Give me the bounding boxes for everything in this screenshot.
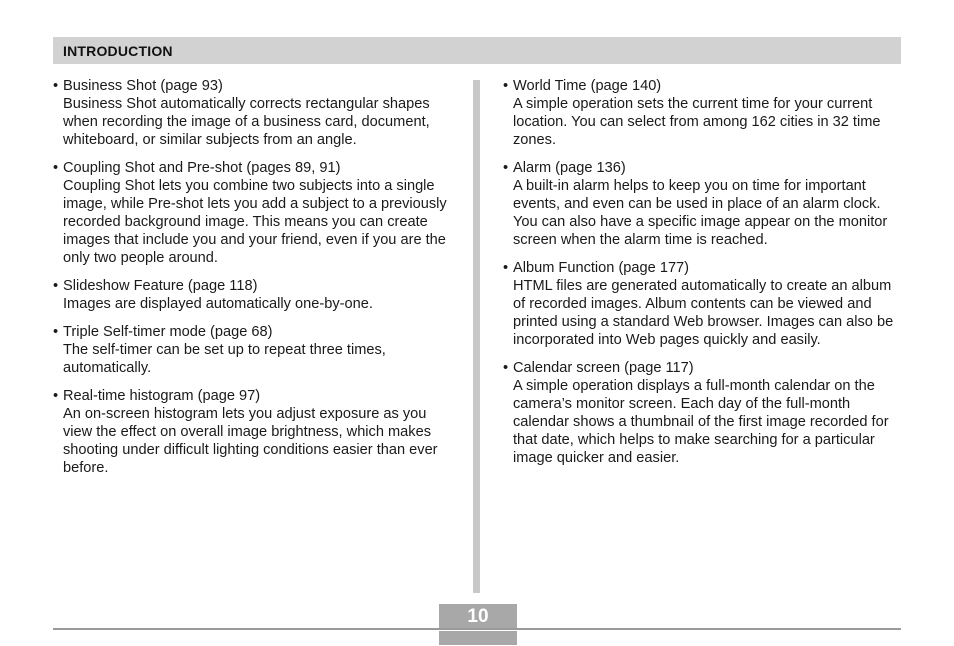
feature-description: HTML files are generated automatically to create an album of recorded images. Album contents can be viewed and printed using a standard Web browser. Images can also be incorporated into Web pages quickly and easily. — [513, 278, 894, 348]
feature-description: A built-in alarm helps to keep you on time for important events, and even can be used in place of an alarm clock. You can also have a specific image appear on the monitor screen when the alarm time is reached. — [513, 178, 888, 248]
feature-item — [53, 77, 455, 149]
feature-title: Alarm (page 136) — [513, 160, 626, 176]
bullet-icon: • — [53, 78, 59, 94]
feature-title: Coupling Shot and Pre-shot (pages 89, 91) — [63, 160, 341, 176]
page-number-tab-base — [439, 631, 517, 645]
bullet-icon: • — [503, 160, 509, 176]
feature-item — [503, 159, 905, 249]
bullet-icon: • — [53, 160, 59, 176]
bullet-icon: • — [503, 360, 509, 376]
bullet-icon: • — [53, 324, 59, 340]
left-column — [53, 77, 455, 487]
bullet-icon: • — [53, 278, 59, 294]
footer-rule — [53, 628, 901, 630]
feature-item — [53, 387, 455, 477]
feature-item — [503, 77, 905, 149]
column-divider — [473, 80, 480, 593]
feature-title: Album Function (page 177) — [513, 260, 690, 276]
feature-title: World Time (page 140) — [513, 78, 662, 94]
feature-description: The self-timer can be set up to repeat three times, automatically. — [63, 342, 386, 376]
feature-description: Images are displayed automatically one-by-one. — [63, 296, 373, 312]
feature-title: Calendar screen (page 117) — [513, 360, 694, 376]
feature-title: Real-time histogram (page 97) — [63, 388, 261, 404]
feature-item — [503, 259, 905, 349]
section-title: INTRODUCTION — [63, 43, 173, 59]
bullet-icon: • — [503, 260, 509, 276]
feature-description: An on-screen histogram lets you adjust exposure as you view the effect on overall image brightness, which makes shooting under difficult lighting conditions easier than ever before. — [63, 406, 438, 476]
right-column — [503, 77, 905, 477]
feature-item — [53, 277, 455, 313]
feature-description: Coupling Shot lets you combine two subjects into a single image, while Pre-shot lets you add a subject to a previously recorded background image. This means you can create images that include you and your friend, even if you are the only two people around. — [63, 178, 447, 266]
feature-item — [503, 359, 905, 467]
feature-title: Triple Self-timer mode (page 68) — [63, 324, 273, 340]
feature-title: Slideshow Feature (page 118) — [63, 278, 258, 294]
page-number: 10 — [467, 606, 489, 627]
feature-description: A simple operation sets the current time for your current location. You can select from among 162 cities in 32 time zones. — [513, 96, 881, 148]
feature-item — [53, 159, 455, 267]
feature-item — [53, 323, 455, 377]
feature-description: A simple operation displays a full-month calendar on the camera’s monitor screen. Each day of the full-month calendar shows a thumbnail of the first image recorded for that date, which helps to make searching for a particular image quicker and easier. — [513, 378, 889, 466]
bullet-icon: • — [503, 78, 509, 94]
section-header-bar — [53, 37, 901, 64]
feature-title: Business Shot (page 93) — [63, 78, 223, 94]
bullet-icon: • — [53, 388, 59, 404]
feature-description: Business Shot automatically corrects rectangular shapes when recording the image of a business card, document, whiteboard, or similar subjects from an angle. — [63, 96, 430, 148]
